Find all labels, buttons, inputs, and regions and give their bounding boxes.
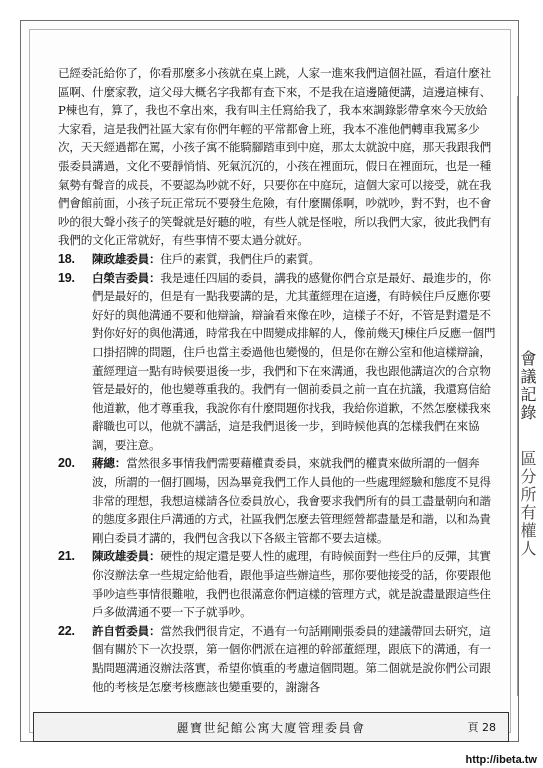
footer-bar <box>33 712 509 742</box>
speech-text: 當然我們很肯定，不過有一句話剛剛張委員的建議帶回去研究，這個有關於下一次投票，第一個你們派在這裡的幹部董經理，跟底下的溝通，有一點問題溝通沒辦法落實，希望你慎重的考慮這個問題。第二個就是說你們公司跟他的考核是怎麼考核應該也變重要的，謝謝各 <box>92 623 491 694</box>
speech-text: 住戶的素質，我們住戶的素質。 <box>160 251 320 266</box>
item-number: 21. <box>58 549 75 564</box>
item-number: 20. <box>58 456 75 471</box>
item-body <box>92 454 498 547</box>
speaker-name: 陳政雄委員： <box>92 251 161 266</box>
minutes-item <box>58 454 498 547</box>
minutes-item <box>58 269 498 455</box>
item-number: 18. <box>58 251 75 266</box>
speaker-name: 許自哲委員： <box>92 623 161 638</box>
footer-title: 麗寶世紀館公寓大廈管理委員會 <box>176 720 366 735</box>
speech-text: 當然很多事情我們需要藉權責委員，來就我們的權責來做所謂的一個奔波，所謂的一個打圓場，因為畢竟我們工作人員他的一些處理經驗和態度不見得非常的理想，我想這樣請各位委員放心，我會要求我們所有的員工盡量朝向和諧的態度多跟住戶溝通的方式，社區我們怎麼去管理經營都盡量是和諧，以和為貴剛白委員才講的，我們包含我以下各級主管都不要去這樣。 <box>92 456 491 545</box>
side-tab-subtitle: 區分所有權人 <box>518 450 537 558</box>
document-body <box>58 64 498 696</box>
minutes-item <box>58 547 498 621</box>
minutes-item <box>58 622 498 696</box>
speech-text: 我是連任四屆的委員，講我的感覺你們合京是最好、最進步的，你們是最好的，但是有一點我要講的是，尤其董經理在這邊，有時候住戶反應你要好好的與他溝通不要和他辯論，辯論看來像在吵，這樣子不好，不管是對還是不對你好好的與他溝通，時常我在中間變成排解的人，像前幾天J棟住戶反應一個門口掛招牌的問題，住戶也當主委過他也變慢的，但是你在辦公室和他這樣辯論，董經理這一點有時候要退後一步，我們和下在來溝通，我也跟他講這次的合京物管是最好的，他也變尊重我的。我們有一個前委員之前一直在抗議，我還寫信給他道歉，他才尊重我，我說你有什麼問題你找我，我給你道歉，不然怎麼樣我來辭職也可以，他就不講話，這是我們退後一步，到時候他真的怎樣我們在來協調，要注意。 <box>92 270 496 452</box>
item-body <box>92 547 498 621</box>
side-tab-title: 會議記錄 <box>518 350 537 422</box>
speaker-name: 陳政雄委員： <box>92 549 161 564</box>
item-number: 22. <box>58 623 75 638</box>
item-body <box>92 250 498 269</box>
item-body <box>92 269 498 455</box>
minutes-item <box>58 250 498 269</box>
speech-text: 硬性的規定還是要人性的處理，有時候面對一些住戶的反彈，其實你沒辦法拿一些規定給他看，跟他爭這些辦這些，那你要他接受的話，你要跟他爭吵這些事情很難啦，我們也很滿意你們這樣的管理方式，就是說盡量跟這些住戶多做溝通不要一下子就爭吵。 <box>92 549 491 620</box>
speaker-name: 蔣總： <box>92 456 127 471</box>
watermark-url: http://ibeta.tw <box>465 754 537 766</box>
item-body <box>92 622 498 696</box>
speaker-name: 白榮吉委員： <box>92 270 161 285</box>
intro-paragraph: 已經委託給你了，你看那麼多小孩就在桌上跳，人家一進來我們這個社區，看這什麼社區啊、什麼家教，這父母大概名字我都有查下來，不是我在這邊隨便講，這邊這棟有、P棟也有，算了，我也不拿出來，我有叫主任寫給我了，我本來調錄影帶拿來今天放給大家看，這是我們社區大家有你們年輕的平常都會上班，我本不准他們轉車我罵多少次，天天經過都在罵，小孩子寓不能騎腳踏車到中庭，那太太就說中庭，那天我跟我們張委員講過，文化不要靜悄悄、死氣沉沉的，小孩在裡面玩，假日在裡面玩，也是一種氣勢有聲音的成長，不要認為吵就不好，只要你在中庭玩，這個大家可以接受，就在我們會館前面，小孩子玩正常玩不要發生危險，有什麼關係啊，吵就吵，對不對，也不會吵的很大聲小孩子的笑聲就是好聽的啦，有些人就是怪啦，所以我們大家，彼此我們有我們的文化正常就好，有些事情不要太過分就好。 <box>58 66 491 248</box>
page-number: 頁 28 <box>467 721 496 734</box>
item-number: 19. <box>58 270 75 285</box>
